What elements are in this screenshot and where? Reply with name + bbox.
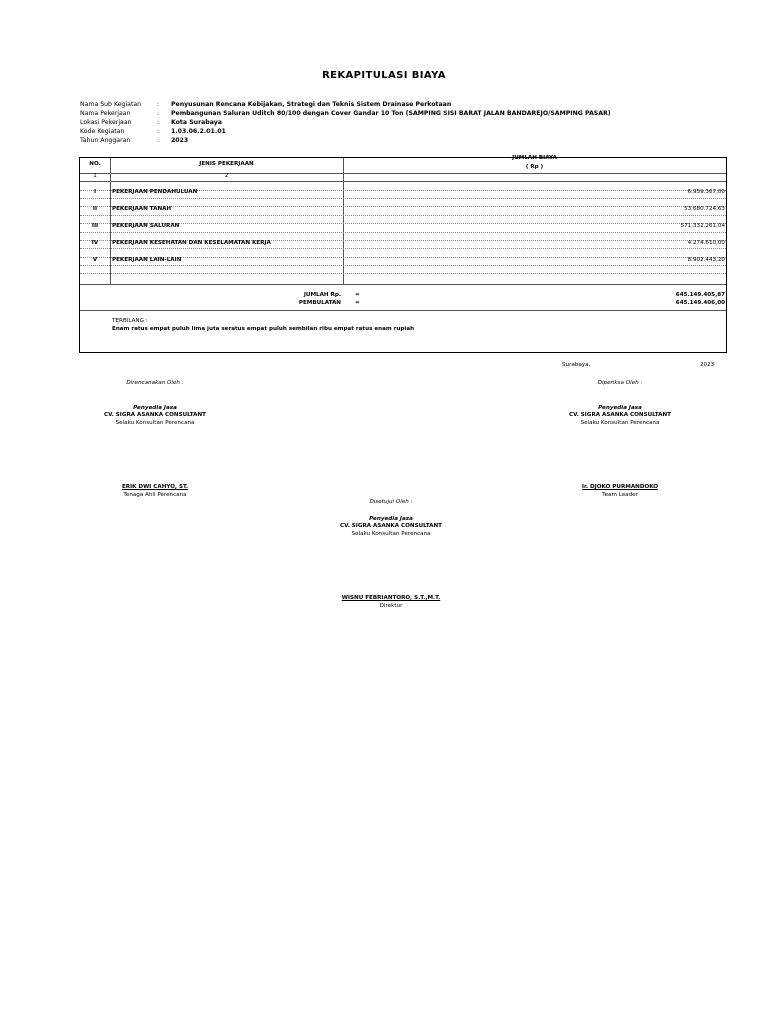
row-divider <box>80 248 726 249</box>
row-divider <box>80 181 726 182</box>
signing-year: 2023 <box>700 362 715 368</box>
planner-name: ERIK DWI CAHYO, ST. <box>121 484 189 490</box>
approver-capacity: Selaku Konsultan Perencana <box>351 531 431 537</box>
row-jumlah: 571.332.261,04 <box>680 223 725 229</box>
cost-table <box>79 157 727 353</box>
meta-label-lokasi: Lokasi Pekerjaan <box>80 119 132 126</box>
row-jumlah: 4.274.610,00 <box>687 240 725 246</box>
planner-provider: Penyedia Jasa <box>133 405 177 411</box>
meta-colon: : <box>157 101 160 108</box>
row-no: IV <box>91 240 99 246</box>
row-jenis: PEKERJAAN LAIN-LAIN <box>112 257 182 263</box>
row-jumlah: 6.959.367,00 <box>687 189 725 195</box>
total-value: 645.149.405,87 <box>675 292 725 298</box>
meta-label-pekerjaan: Nama Pekerjaan <box>80 110 131 117</box>
row-divider <box>80 265 726 266</box>
row-no: II <box>92 206 98 212</box>
checker-provider: Penyedia Jasa <box>598 405 642 411</box>
approver-company: CV. SIGRA ASANKA CONSULTANT <box>339 523 442 529</box>
meta-label-tahun: Tahun Anggaran <box>80 137 131 144</box>
checker-capacity: Selaku Konsultan Perencana <box>580 420 660 426</box>
row-no: III <box>91 223 99 229</box>
meta-value-sub-kegiatan: Penyusunan Rencana Kebijakan, Strategi dan Teknis Sistem Drainase Perkotaan <box>171 101 452 108</box>
document-title: REKAPITULASI BIAYA <box>322 70 446 81</box>
meta-label-sub-kegiatan: Nama Sub Kegiatan <box>80 101 142 108</box>
planner-capacity: Selaku Konsultan Perencana <box>115 420 195 426</box>
meta-colon: : <box>157 119 160 126</box>
total-sign: = <box>355 292 360 298</box>
row-jenis: PEKERJAAN PENDAHULUAN <box>112 189 198 195</box>
planner-title: Tenaga Ahli Perencana <box>123 492 187 498</box>
meta-label-kode: Kode Kegiatan <box>80 128 125 135</box>
header-jumlah-unit: ( Rp ) <box>525 164 544 170</box>
header-jenis: JENIS PEKERJAAN <box>199 161 254 167</box>
header-number-jenis: 2 <box>224 173 229 179</box>
approver-role: Disetujui Oleh : <box>369 499 413 505</box>
meta-colon: : <box>157 137 160 144</box>
rounding-value: 645.149.406,00 <box>675 300 725 306</box>
row-divider <box>80 232 726 233</box>
row-divider <box>80 284 726 285</box>
approver-title: Direktur <box>379 603 403 609</box>
checker-role: Diperiksa Oleh : <box>597 380 643 386</box>
row-jenis: PEKERJAAN KESEHATAN DAN KESELAMATAN KERJA <box>112 240 271 246</box>
meta-value-lokasi: Kota Surabaya <box>171 119 222 126</box>
meta-value-pekerjaan: Pembangunan Saluran Uditch 80/100 dengan Cover Gandar 10 Ton (SAMPING SISI BARAT JALAN BANDAREJO/SAMPING PASAR) <box>171 110 611 117</box>
rounding-label: PEMBULATAN <box>298 300 341 306</box>
header-number-no: 1 <box>93 173 97 179</box>
planner-company: CV. SIGRA ASANKA CONSULTANT <box>103 412 206 418</box>
row-jenis: PEKERJAAN SALURAN <box>112 223 180 229</box>
row-divider <box>80 198 726 199</box>
checker-name: Ir. DJOKO PURMANDOKO <box>581 484 659 490</box>
planner-role: Direncanakan Oleh : <box>126 380 184 386</box>
approver-name: WISNU FEBRIANTORO, S.T.,M.T. <box>341 595 441 601</box>
approver-provider: Penyedia Jasa <box>369 516 413 522</box>
row-divider <box>80 215 726 216</box>
header-no: NO. <box>89 161 101 167</box>
row-no: V <box>92 257 98 263</box>
rounding-sign: = <box>355 300 360 306</box>
meta-value-kode: 1.03.06.2.01.01 <box>171 128 226 135</box>
meta-colon: : <box>157 128 160 135</box>
row-no: I <box>93 189 97 195</box>
row-jumlah: 53.680.724,63 <box>684 206 725 212</box>
signing-place: Surabaya, <box>562 362 591 368</box>
checker-title: Team Leader <box>602 492 638 498</box>
terbilang-label: TERBILANG : <box>112 318 148 324</box>
total-label: JUMLAH Rp. <box>303 292 341 298</box>
row-jenis: PEKERJAAN TANAH <box>112 206 172 212</box>
row-jumlah: 8.902.443,20 <box>687 257 725 263</box>
checker-company: CV. SIGRA ASANKA CONSULTANT <box>568 412 671 418</box>
meta-colon: : <box>157 110 160 117</box>
row-divider <box>80 310 726 311</box>
terbilang-text: Enam ratus empat puluh lima juta seratus empat puluh sembilan ribu empat ratus enam rupiah <box>112 326 415 332</box>
header-jumlah: JUMLAH BIAYA <box>512 155 557 161</box>
row-divider <box>80 273 726 274</box>
meta-value-tahun: 2023 <box>171 137 189 144</box>
